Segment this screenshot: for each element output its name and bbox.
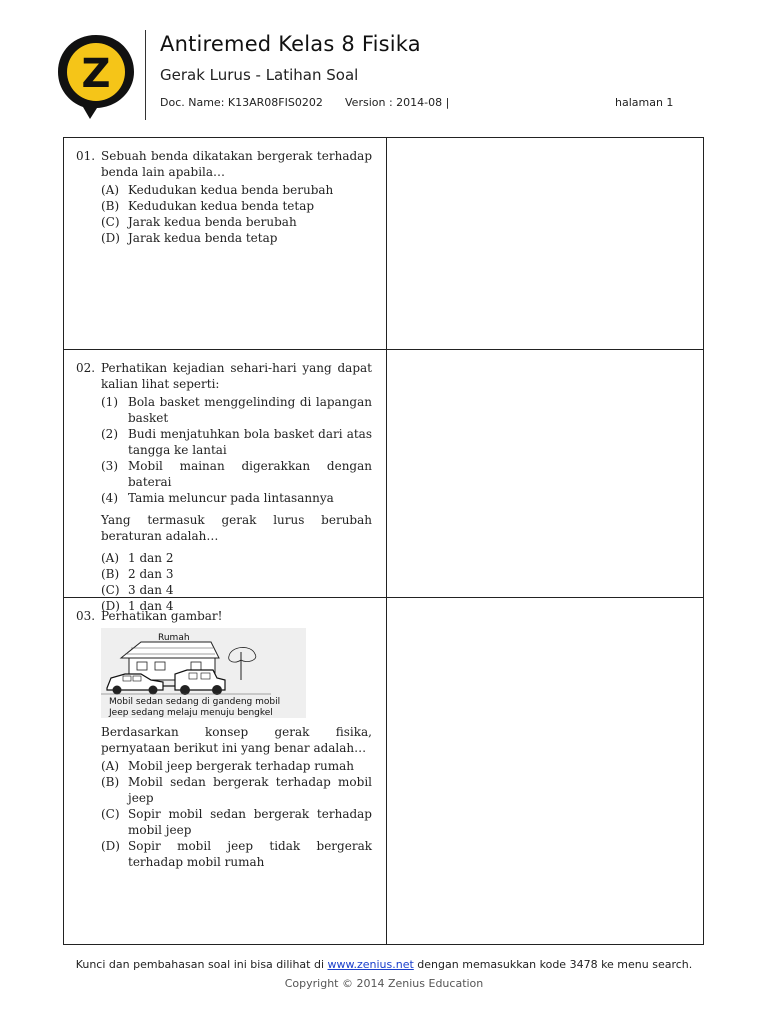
- option-b: (B) Mobil sedan bergerak terhadap mobil jeep: [101, 775, 372, 805]
- option-c: (C) Jarak kedua benda berubah: [101, 215, 297, 229]
- page-title: Antiremed Kelas 8 Fisika: [160, 32, 421, 56]
- page-subtitle: Gerak Lurus - Latihan Soal: [160, 66, 359, 84]
- event-3: (3) Mobil mainan digerakkan dengan baterai: [101, 459, 372, 489]
- options-list: [101, 758, 372, 870]
- footer-note: [0, 958, 768, 971]
- option-a: (A) 1 dan 2: [101, 551, 174, 565]
- figure-caption-2: Jeep sedang melaju menuju bengkel: [109, 708, 273, 718]
- zenius-link[interactable]: www.zenius.net: [327, 958, 414, 971]
- copyright: Copyright © 2014 Zenius Education: [284, 977, 484, 990]
- question-row-02: [64, 350, 703, 613]
- option-d: (D) Sopir mobil jeep tidak bergerak terhadap mobil rumah: [101, 839, 372, 869]
- figure-caption-1: Mobil sedan sedang di gandeng mobil: [109, 697, 281, 707]
- question-text: Perhatikan kejadian sehari-hari yang dapat kalian lihat seperti:: [101, 361, 372, 391]
- option-d: (D) 1 dan 4: [101, 599, 174, 613]
- option-a: (A) Kedudukan kedua benda berubah: [101, 183, 334, 197]
- question-table: [63, 137, 704, 945]
- options-list: [101, 182, 372, 246]
- doc-name: Doc. Name: K13AR08FIS0202: [160, 96, 323, 109]
- page-number: halaman 1: [615, 96, 674, 109]
- question-prompt: Berdasarkan konsep gerak fisika, pernyataan berikut ini yang benar adalah…: [101, 725, 372, 755]
- header-divider: [145, 30, 146, 120]
- question-cell: [64, 138, 386, 246]
- question-text: Perhatikan gambar!: [101, 609, 223, 623]
- event-2: (2) Budi menjatuhkan bola basket dari atas tangga ke lantai: [101, 427, 372, 457]
- option-b: (B) Kedudukan kedua benda tetap: [101, 199, 315, 213]
- option-b: (B) 2 dan 3: [101, 567, 174, 581]
- question-prompt: Yang termasuk gerak lurus berubah beraturan adalah…: [101, 513, 372, 543]
- event-1: (1) Bola basket menggelinding di lapangan basket: [101, 395, 372, 425]
- option-a: (A) Mobil jeep bergerak terhadap rumah: [101, 759, 354, 773]
- question-number: 02.: [76, 361, 96, 375]
- question-text: Sebuah benda dikatakan bergerak terhadap benda lain apabila…: [101, 149, 372, 179]
- option-d: (D) Jarak kedua benda tetap: [101, 231, 278, 245]
- question-number: 03.: [76, 609, 96, 623]
- answer-space: [387, 138, 703, 349]
- answer-space: [387, 350, 703, 597]
- zenius-logo: [52, 31, 140, 121]
- events-list: [101, 394, 372, 506]
- answer-space: [387, 598, 703, 945]
- figure-label-rumah: Rumah: [158, 633, 190, 643]
- event-4: (4) Tamia meluncur pada lintasannya: [101, 491, 334, 505]
- question-row-03: [64, 598, 703, 945]
- question-number: 01.: [76, 149, 96, 163]
- footer-text-after: dengan memasukkan kode 3478 ke menu search.: [413, 958, 693, 971]
- question-cell: [64, 350, 386, 614]
- question-cell: [64, 598, 386, 870]
- option-c: (C) Sopir mobil sedan bergerak terhadap mobil jeep: [101, 807, 372, 837]
- logo-letter: Z: [81, 51, 111, 97]
- question-figure: [101, 628, 306, 718]
- doc-version: Version : 2014-08 |: [345, 96, 450, 109]
- option-c: (C) 3 dan 4: [101, 583, 174, 597]
- footer-text-before: Kunci dan pembahasan soal ini bisa dilihat di: [75, 958, 328, 971]
- question-row-01: [64, 138, 703, 350]
